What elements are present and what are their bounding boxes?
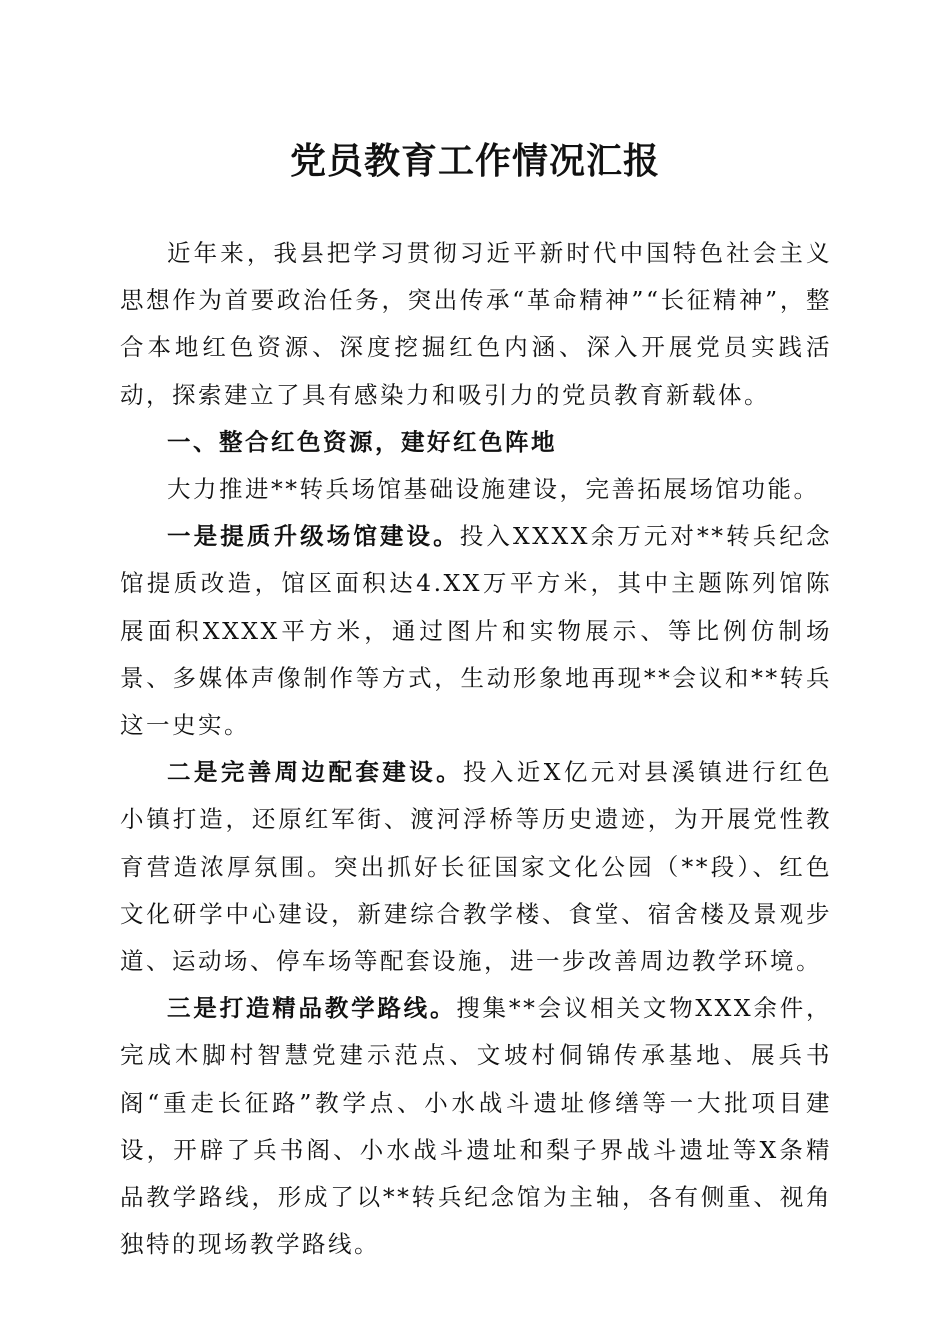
section-heading: [120, 419, 832, 466]
section-summary-paragraph: [120, 466, 832, 513]
item-text-2: 投入近X亿元对县溪镇进行红色小镇打造，还原红军街、渡河浮桥等历史遗迹，为开展党性教育营造浓厚氛围。突出抓好长征国家文化公园（**段）、红色文化研学中心建设，新建综合教学楼、食堂、宿舍楼及景观步道、运动场、停车场等配套设施，进一步改善周边教学环境。: [120, 758, 833, 976]
item-lead-1: 一是提质升级场馆建设。: [167, 522, 460, 551]
item-lead-3: 三是打造精品教学路线。: [167, 994, 457, 1023]
document-title: 党员教育工作情况汇报: [289, 140, 660, 182]
item-text-1: 投入XXXX余万元对**转兵纪念馆提质改造，馆区面积达4.XX万平方米，其中主题陈列馆陈展面积XXXX平方米，通过图片和实物展示、等比例仿制场景、多媒体声像制作等方式，生动形象地再现**会议和**转兵这一史实。: [120, 522, 833, 740]
item-paragraph-3: [120, 985, 832, 1268]
item-paragraph-2: [120, 749, 832, 985]
section-summary-text: 大力推进**转兵场馆基础设施建设，完善拓展场馆功能。: [167, 475, 820, 504]
item-lead-2: 二是完善周边配套建设。: [167, 758, 463, 787]
item-paragraph-1: [120, 513, 832, 749]
item-text-3: 搜集**会议相关文物XXX余件，完成木脚村智慧党建示范点、文坡村侗锦传承基地、展兵书阁“重走长征路”教学点、小水战斗遗址修缮等一大批项目建设，开辟了兵书阁、小水战斗遗址和梨子界战斗遗址等X条精品教学路线，形成了以**转兵纪念馆为主轴，各有侧重、视角独特的现场教学路线。: [120, 994, 833, 1259]
intro-text: 近年来，我县把学习贯彻习近平新时代中国特色社会主义思想作为首要政治任务，突出传承“革命精神”“长征精神”，整合本地红色资源、深度挖掘红色内涵、深入开展党员实践活动，探索建立了具有感染力和吸引力的党员教育新载体。: [120, 239, 832, 409]
section-heading-text: 一、整合红色资源，建好红色阵地: [167, 427, 557, 456]
intro-paragraph: [120, 230, 832, 419]
document-body: [120, 230, 832, 1268]
